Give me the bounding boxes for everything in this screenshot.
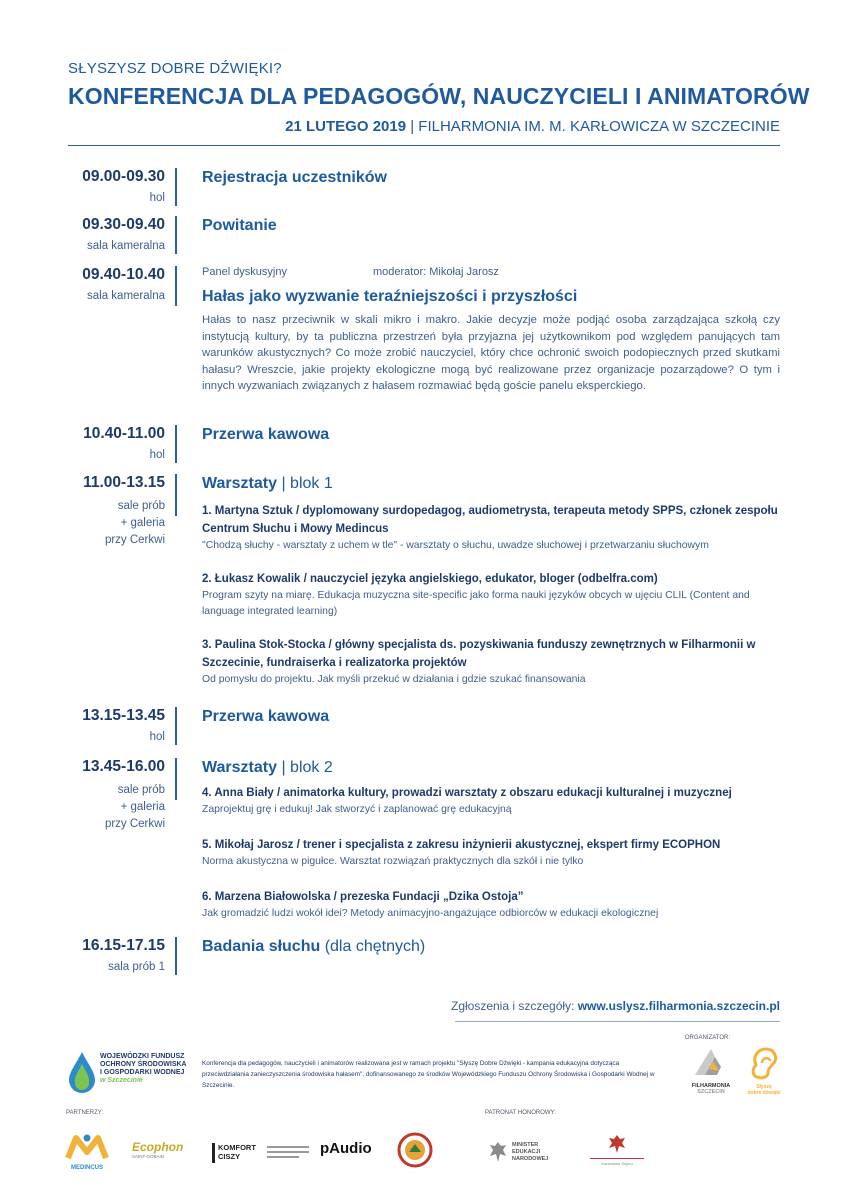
- time-slot: 09.00-09.30: [82, 168, 165, 185]
- registration-link[interactable]: www.uslysz.filharmonia.szczecin.pl: [577, 999, 780, 1013]
- page-title: KONFERENCJA DLA PEDAGOGÓW, NAUCZYCIELI I ANIMATORÓW: [68, 83, 810, 109]
- medincus-emblem-icon: [64, 1132, 110, 1162]
- komfort-ciszy-logo: KOMFORT CISZY: [212, 1143, 314, 1163]
- header-divider: [68, 145, 780, 146]
- registration-label: Zgłoszenia i szczegóły:: [450, 999, 575, 1013]
- session-description: Hałas to nasz przeciwnik w skali mikro i makro. Jakie decyzje może podjąć osoba zarządzająca szkołą czy instytucją kultury, by ta publiczna przestrzeń była przyjazna jej użytkownikom pod względem panujących tam warunków akustycznych? Co może zrobić nauczyciel, który chce ochronić swoich podopiecznych przed skutkami hałasu? Wreszcie, jakie projekty ekologiczne mogą być realizowane przez organizacje pozarządowe? O tym i innych wyzwaniach związanych z hałasem rozmawiać będą goście panelu eksperckiego.: [202, 314, 780, 392]
- workshop-description: Norma akustyczna w pigułce. Warsztat rozwiązań praktycznych dla szkół i nie tylko: [202, 856, 584, 867]
- paudio-logo: pAudio: [320, 1140, 372, 1157]
- row-divider: [175, 474, 177, 516]
- workshop-description: Jak gromadzić ludzi wokół idei? Metody animacyjno-angażujące odbiorców w edukacji ekologicznej: [202, 908, 659, 919]
- row-divider: [175, 168, 177, 206]
- workshop-leader: 6. Marzena Białowolska / prezeska Fundacji „Dzika Ostoja”: [202, 891, 524, 903]
- block-label: | blok 2: [281, 759, 333, 776]
- patronage-label: PATRONAT HONOROWY:: [485, 1110, 556, 1116]
- footer-divider: [455, 1021, 780, 1022]
- water-drop-icon: [66, 1050, 98, 1094]
- session-title: Przerwa kawowa: [202, 708, 330, 725]
- time-slot: 11.00-13.15: [83, 474, 165, 491]
- session-title: Powitanie: [202, 217, 277, 234]
- time-slot: 16.15-17.15: [82, 937, 165, 954]
- time-slot: 09.30-09.40: [82, 216, 165, 233]
- event-date: 21 LUTEGO 2019: [285, 118, 407, 135]
- event-date-venue: [68, 118, 780, 135]
- workshop-item: [202, 836, 780, 870]
- organizer-label: ORGANIZATOR:: [684, 1035, 730, 1041]
- men-logo: MINISTER EDUKACJI NARODOWEJ: [488, 1138, 566, 1168]
- event-venue: FILHARMONIA IM. M. KARŁOWICZA W SZCZECINIE: [418, 118, 780, 135]
- registration-info: [451, 999, 780, 1013]
- row-divider: [175, 937, 177, 975]
- location: hol: [149, 192, 165, 204]
- medincus-logo: MEDINCUS: [64, 1132, 110, 1172]
- time-slot: 13.15-13.45: [82, 707, 165, 724]
- partners-label: PARTNERZY:: [66, 1110, 104, 1116]
- workshop-description: Program szyty na miarę. Edukacja muzyczna site-specific jako forma nauki języków obcych w ujęciu CLIL (Content and language integrated learning): [202, 590, 750, 617]
- workshop-leader: 3. Paulina Stok-Stocka / główny specjalista ds. pozyskiwania funduszy zewnętrznych w Filharmonii w Szczecinie, fundraiserka i realizatorka projektów: [202, 639, 756, 669]
- workshop-item: [202, 636, 780, 688]
- workshop-item: [202, 502, 780, 554]
- dzika-ostoja-logo: [397, 1132, 433, 1168]
- separator: |: [406, 118, 419, 135]
- session-title: Warsztaty | blok 1: [202, 475, 333, 492]
- workshop-item: [202, 784, 780, 818]
- filharmonia-logo: FILHARMONIA SZCZECIN: [688, 1047, 734, 1099]
- workshop-leader: 2. Łukasz Kowalik / nauczyciel języka angielskiego, edukator, bloger (odbelfra.com): [202, 573, 658, 585]
- workshop-leader: 4. Anna Biały / animatorka kultury, prowadzi warsztaty z obszaru edukacji kulturalnej i muzycznej: [202, 787, 732, 799]
- location: sala kameralna: [87, 290, 165, 302]
- session-title: Hałas jako wyzwanie teraźniejszości i przyszłości: [202, 288, 578, 305]
- row-divider: [175, 216, 177, 254]
- location: sala prób 1: [108, 961, 165, 973]
- workshop-description: Od pomysłu do projektu. Jak myśli przekuć w działania i gdzie szukać finansowania: [202, 674, 586, 685]
- session-title: Przerwa kawowa: [202, 426, 330, 443]
- session-title: Rejestracja uczestników: [202, 169, 387, 186]
- document-header: [68, 60, 810, 135]
- location: hol: [149, 731, 165, 743]
- session-title-note: (dla chętnych): [324, 938, 426, 955]
- moderator: moderator: Mikołaj Jarosz: [373, 266, 499, 278]
- row-divider: [175, 707, 177, 745]
- location: sala kameralna: [87, 240, 165, 252]
- time-slot: 09.40-10.40: [82, 266, 165, 283]
- sejm-logo: Kancelaria Sejmu: [590, 1132, 644, 1170]
- wfos-logo: WOJEWÓDZKI FUNDUSZ OCHRONY ŚRODOWISKA I GOSPODARKI WODNEJ w Szczecinie: [66, 1050, 191, 1096]
- filharmonia-emblem-icon: [691, 1047, 731, 1079]
- location: hol: [149, 449, 165, 461]
- block-label: | blok 1: [281, 475, 333, 492]
- session-title: Badania słuchu (dla chętnych): [202, 938, 426, 955]
- ecophon-logo: Ecophon SAINT-GOBAIN: [132, 1140, 184, 1159]
- workshop-item: [202, 888, 780, 922]
- funding-note: Konferencja dla pedagogów, nauczycieli i animatorów realizowana jest w ramach projektu "Słyszę Dobre Dźwięki - kampania edukacyjna dotycząca przeciwdziałania zanieczyszczenia środowiska hałasem", dofinansowanego ze środków Wojewódzkiego Funduszu Ochrony Środowiska i Gospodarki Wodnej w Szczecinie.: [202, 1060, 655, 1089]
- row-divider: [175, 758, 177, 800]
- workshop-leader: 1. Martyna Sztuk / dyplomowany surdopedagog, audiometrysta, terapeuta metody SPPS, członek zespołu Centrum Słuchu i Mowy Medincus: [202, 505, 778, 535]
- dzika-ostoja-emblem-icon: [397, 1132, 433, 1168]
- location: sale prób + galeria przy Cerkwi: [104, 784, 165, 830]
- ear-icon: [748, 1047, 780, 1081]
- time-slot: 10.40-11.00: [83, 425, 165, 442]
- eagle-icon: [488, 1140, 508, 1164]
- row-divider: [175, 425, 177, 463]
- time-slot: 13.45-16.00: [82, 758, 165, 775]
- panel-label: Panel dyskusyjny: [202, 266, 287, 278]
- workshop-description: Zaprojektuj grę i edukuj! Jak stworzyć i zaplanować grę edukacyjną: [202, 804, 512, 815]
- crowned-eagle-icon: [607, 1132, 627, 1154]
- workshop-item: [202, 570, 780, 620]
- workshop-description: "Chodzą słuchy - warsztaty z uchem w tle" - warsztaty o słuchu, uwadze słuchowej i przetwarzaniu słuchowym: [202, 540, 709, 551]
- location: sale prób + galeria przy Cerkwi: [104, 500, 165, 546]
- kicker: SŁYSZYSZ DOBRE DŹWIĘKI?: [68, 60, 282, 77]
- session-title: Warsztaty | blok 2: [202, 759, 333, 776]
- workshop-leader: 5. Mikołaj Jarosz / trener i specjalista z zakresu inżynierii akustycznej, ekspert firmy ECOPHON: [202, 839, 721, 851]
- row-divider: [175, 266, 177, 306]
- slysze-dobre-dzwieki-logo: Słyszę dobre dźwięki: [744, 1047, 784, 1099]
